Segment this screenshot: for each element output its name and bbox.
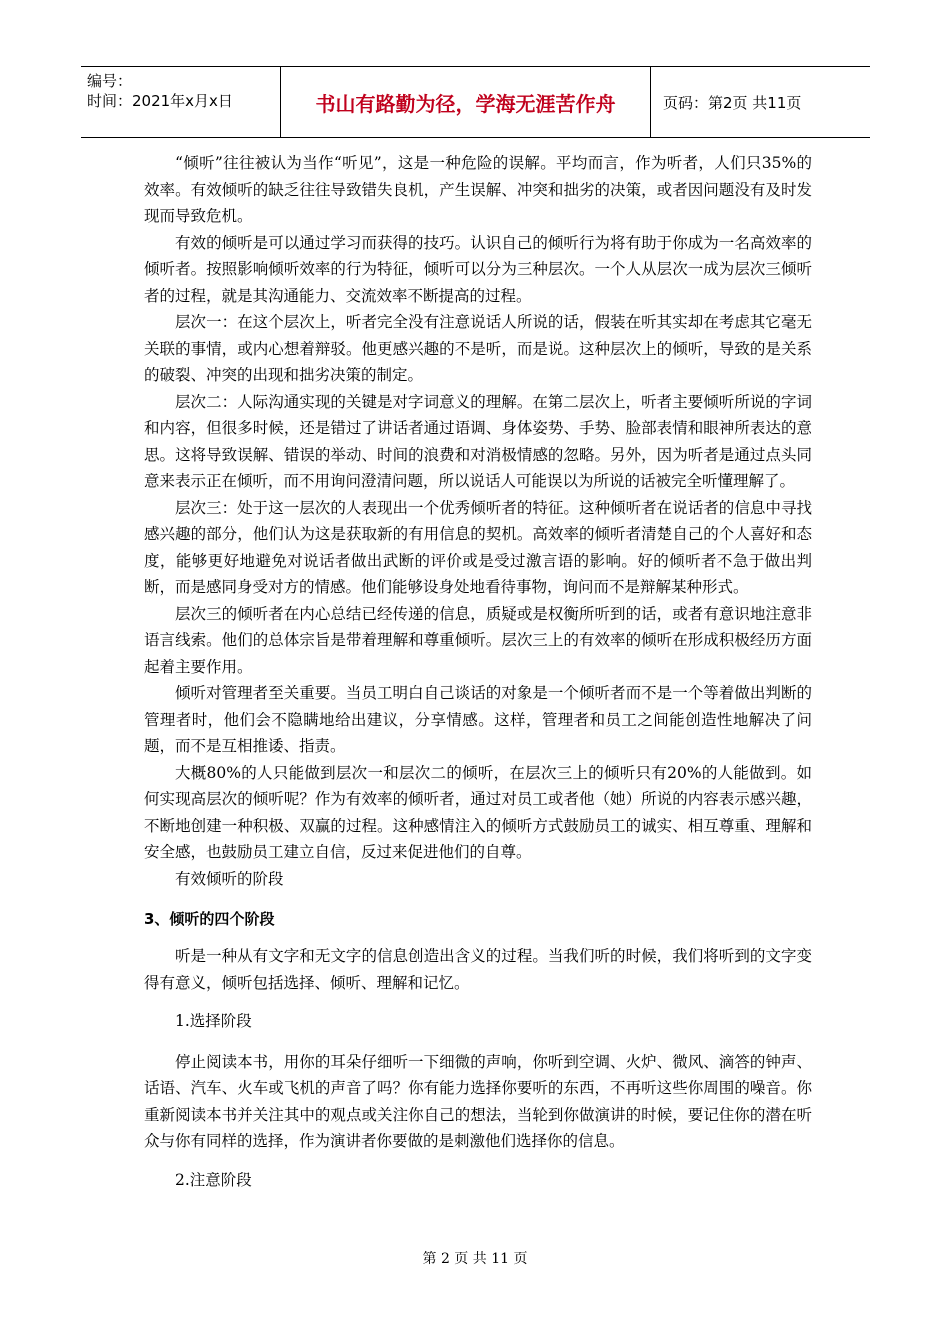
body-paragraph: 有效的倾听是可以通过学习而获得的技巧。认识自己的倾听行为将有助于你成为一名高效率的倾听者。按照影响倾听效率的行为特征，倾听可以分为三种层次。一个人从层次一成为层次三倾听者的过程，就是其沟通能力、交流效率不断提高的过程。 xyxy=(144,233,812,305)
body-paragraph: 层次三：处于这一层次的人表现出一个优秀倾听者的特征。这种倾听者在说话者的信息中寻找感兴趣的部分，他们认为这是获取新的有用信息的契机。高效率的倾听者清楚自己的个人喜好和态度，能够更好地避免对说话者做出武断的评价或是受过激言语的影响。好的倾听者不急于做出判断，而是感同身受对方的情感。他们能够设身处地看待事物，询问而不是辩解某种形式。 xyxy=(144,498,812,596)
document-number-label: 编号： xyxy=(87,72,133,90)
body-paragraph: 大概80%的人只能做到层次一和层次二的倾听，在层次三上的倾听只有20%的人能做到。如何实现高层次的倾听呢？作为有效率的倾听者，通过对员工或者他（她）所说的内容表示感兴趣，不断地创建一种积极、双赢的过程。这种感情注入的倾听方式鼓励员工的诚实、相互尊重、理解和安全感，也鼓励员工建立自信，反过来促进他们的自尊。 xyxy=(144,763,812,861)
header-page-info: 页码：第2页 共11页 xyxy=(663,93,802,112)
document-body xyxy=(144,150,812,1207)
section-intro: 听是一种从有文字和无文字的信息创造出含义的过程。当我们听的时候，我们将听到的文字变得有意义，倾听包括选择、倾听、理解和记忆。 xyxy=(144,947,812,992)
page-header xyxy=(81,66,870,138)
page-footer: 第 2 页 共 11 页 xyxy=(422,1251,528,1267)
body-paragraph: 层次二：人际沟通实现的关键是对字词意义的理解。在第二层次上，听者主要倾听所说的字词和内容，但很多时候，还是错过了讲话者通过语调、身体姿势、手势、脸部表情和眼神所表达的意思。这将导致误解、错误的举动、时间的浪费和对消极情感的忽略。另外，因为听者是通过点头同意来表示正在倾听，而不用询问澄清问题，所以说话人可能误以为所说的话被完全听懂理解了。 xyxy=(144,392,812,490)
body-paragraph: 倾听对管理者至关重要。当员工明白自己谈话的对象是一个倾听者而不是一个等着做出判断的管理者时，他们会不隐瞒地给出建议，分享情感。这样，管理者和员工之间能创造性地解决了问题，而不是互相推诿、指责。 xyxy=(144,684,812,755)
header-motto: 书山有路勤为径，学海无涯苦作舟 xyxy=(281,67,651,137)
step-text-selection: 停止阅读本书，用你的耳朵仔细听一下细微的声响，你听到空调、火炉、微风、滴答的钟声、话语、汽车、火车或飞机的声音了吗？你有能力选择你要听的东西，不再听这些你周围的噪音。你重新阅读本书并关注其中的观点或关注你自己的想法，当轮到你做演讲的时候，要记住你的潜在听众与你有同样的选择，作为演讲者你要做的是刺激他们选择你的信息。 xyxy=(144,1052,812,1150)
body-paragraph: “倾听”往往被认为当作“听见”，这是一种危险的误解。平均而言，作为听者，人们只35%的效率。有效倾听的缺乏往往导致错失良机，产生误解、冲突和拙劣的决策，或者因问题没有及时发现而导致危机。 xyxy=(144,154,812,225)
step-title-attention: 2.注意阶段 xyxy=(175,1170,252,1189)
body-paragraph: 层次三的倾听者在内心总结已经传递的信息，质疑或是权衡所听到的话，或者有意识地注意非语言线索。他们的总体宗旨是带着理解和尊重倾听。层次三上的有效率的倾听在形成积极经历方面起着主要作用。 xyxy=(144,604,812,676)
stage-line: 有效倾听的阶段 xyxy=(175,869,284,888)
header-meta xyxy=(81,67,281,137)
document-date: 时间：2021年x月x日 xyxy=(87,92,233,110)
body-paragraph: 层次一：在这个层次上，听者完全没有注意说话人所说的话，假装在听其实却在考虑其它毫无关联的事情，或内心想着辩驳。他更感兴趣的不是听，而是说。这种层次上的倾听，导致的是关系的破裂、冲突的出现和拙劣决策的制定。 xyxy=(144,313,812,384)
step-title-selection: 1.选择阶段 xyxy=(175,1012,252,1030)
section-heading: 3、倾听的四个阶段 xyxy=(144,910,275,928)
